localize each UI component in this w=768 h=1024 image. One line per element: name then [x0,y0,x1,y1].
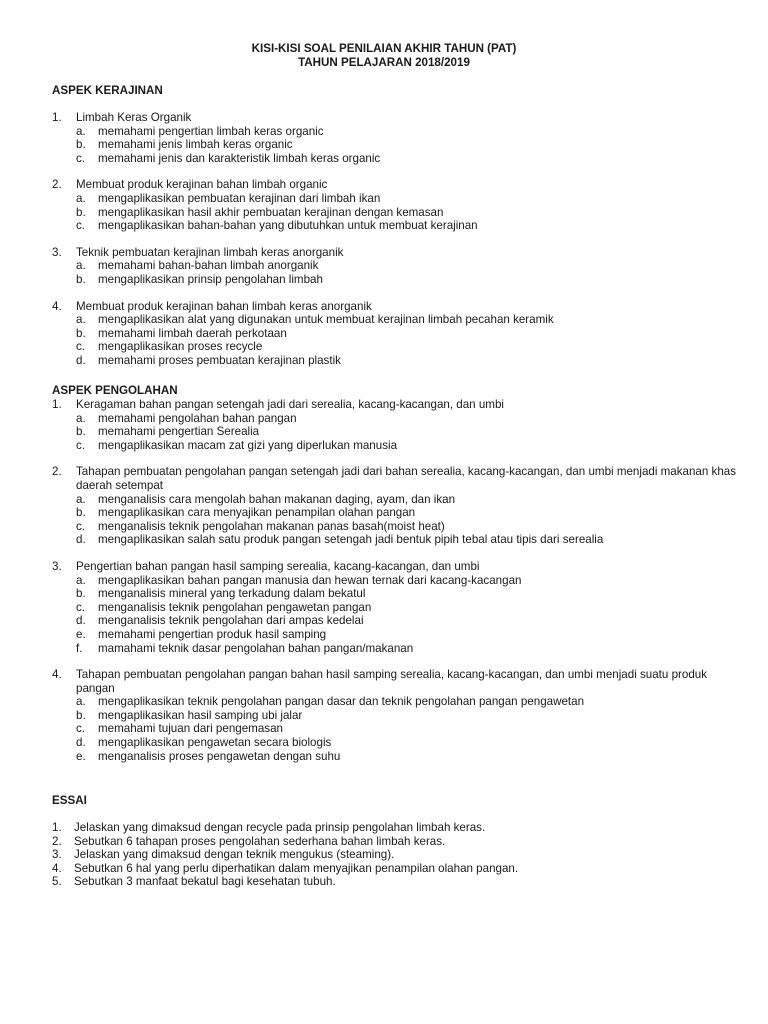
sub-item [52,138,742,152]
sub-item-text: memahami pengolahan bahan pangan [98,411,297,425]
item-text: Keragaman bahan pangan setengah jadi dari serealia, kacang-kacangan, dan umbi [76,398,504,411]
sub-item [52,192,742,206]
sub-item-text: memahami bahan-bahan limbah anorganik [98,259,319,273]
section-kerajinan [52,84,742,368]
section-heading: ESSAI [52,794,87,807]
sub-item-text: menganalisis proses pengawetan dengan suhu [98,749,341,763]
item-number: 2. [52,178,62,192]
essay-text: Sebutkan 6 tahapan proses pengolahan sederhana bahan limbah keras. [74,834,446,848]
section-heading: ASPEK PENGOLAHAN [52,384,178,397]
sub-item-text: memahami proses pembuatan kerajinan plastik [98,353,341,367]
sub-item [52,614,742,628]
sub-item-letter: b. [76,587,86,601]
list-item [52,300,742,368]
item-text: Limbah Keras Organik [76,111,192,124]
item-row [52,668,742,695]
section-pengolahan [52,384,742,763]
sub-item-text: menganalisis teknik pengolahan makanan panas basah(moist heat) [98,519,445,533]
sub-item [52,709,742,723]
list-item [52,246,742,287]
list-item [52,111,742,165]
item-number: 4. [52,668,62,682]
sub-item [52,259,742,273]
sub-item [52,340,742,354]
sub-item-text: mengaplikasikan macam zat gizi yang diperlukan manusia [98,438,398,452]
sub-item-letter: e. [76,627,86,641]
sub-item-letter: c. [76,219,86,233]
sub-item [52,506,742,520]
list-item [52,465,742,547]
list-item [52,560,742,655]
item-row [52,178,742,192]
essay-number: 3. [52,848,62,862]
sub-item-letter: d. [76,736,86,750]
item-text: Tahapan pembuatan pengolahan pangan bahan hasil samping serealia, kacang-kacangan, dan umbi menjadi suatu produk pangan [76,668,708,695]
sub-item-text: mengaplikasikan proses recycle [98,340,263,354]
sub-item-letter: b. [76,708,86,722]
sub-item-text: memahami tujuan dari pengemasan [98,722,283,736]
document-title [0,42,768,70]
sub-item-text: mengaplikasikan alat yang digunakan untuk membuat kerajinan limbah pecahan keramik [98,313,554,327]
sub-item [52,327,742,341]
sub-item [52,273,742,287]
sub-item [52,219,742,233]
sub-item-text: mengaplikasikan teknik pengolahan pangan dasar dan teknik pengolahan pangan pengawetan [98,695,585,709]
sub-item-letter: d. [76,614,86,628]
essay-number: 4. [52,861,62,875]
item-text: Membuat produk kerajinan bahan limbah organic [76,178,328,192]
sub-item-letter: b. [76,506,86,520]
sub-item-text: memahami pengertian limbah keras organic [98,124,324,138]
sub-item-text: mamahami teknik dasar pengolahan bahan pangan/makanan [98,641,414,655]
sub-item-text: memahami pengertian produk hasil samping [98,627,327,641]
sub-item-text: memahami jenis limbah keras organic [98,138,293,152]
sub-item [52,313,742,327]
sub-item [52,520,742,534]
essay-text: Jelaskan yang dimaksud dengan teknik mengukus (steaming). [74,848,395,862]
sub-item-letter: b. [76,425,86,439]
sub-item [52,574,742,588]
sub-item [52,425,742,439]
sub-item-letter: c. [76,722,86,736]
sub-item [52,601,742,615]
sub-item-text: mengaplikasikan hasil samping ubi jalar [98,708,303,722]
sub-item [52,695,742,709]
sub-item-text: mengaplikasikan pengawetan secara biologis [98,736,332,750]
sub-item-letter: a. [76,191,86,205]
sub-item-letter: f. [76,641,83,655]
item-number: 3. [52,245,62,259]
item-number: 2. [52,465,62,479]
sub-item [52,206,742,220]
item-row [52,465,742,492]
sub-item-text: memahami pengertian Serealia [98,425,260,439]
sub-item-text: mengaplikasikan prinsip pengolahan limbah [98,272,323,286]
essay-text: Jelaskan yang dimaksud dengan recycle pada prinsip pengolahan limbah keras. [74,821,486,834]
sub-item-text: mengaplikasikan pembuatan kerajinan dari limbah ikan [98,191,381,205]
section-essai [52,794,742,889]
sub-item-letter: c. [76,438,86,452]
sub-item [52,152,742,166]
sub-item-letter: b. [76,272,86,286]
title-line-1: KISI-KISI SOAL PENILAIAN AKHIR TAHUN (PAT) [251,42,517,55]
essay-item [52,862,742,876]
sub-item-text: menganalisis teknik pengolahan pengawetan pangan [98,600,372,614]
sub-item-letter: d. [76,533,86,547]
sub-item [52,628,742,642]
item-row [52,398,742,412]
item-number: 4. [52,299,62,313]
list-item [52,178,742,232]
sub-item [52,587,742,601]
sub-item-letter: b. [76,326,86,340]
sub-item-letter: a. [76,313,86,327]
essay-text: Sebutkan 6 hal yang perlu diperhatikan dalam menyajikan penampilan olahan pangan. [74,861,519,875]
sub-item-text: mengaplikasikan hasil akhir pembuatan kerajinan dengan kemasan [98,205,444,219]
sub-item [52,750,742,764]
item-number: 1. [52,111,62,124]
list-item [52,398,742,452]
item-row [52,111,742,125]
sub-item-text: menganalisis cara mengolah bahan makanan daging, ayam, dan ikan [98,492,456,506]
sub-item-text: memahami limbah daerah perkotaan [98,326,287,340]
list-item [52,668,742,763]
title-line-2: TAHUN PELAJARAN 2018/2019 [298,56,470,69]
essay-item [52,875,742,889]
sub-item-letter: a. [76,411,86,425]
sub-item-letter: c. [76,600,86,614]
sub-item-letter: b. [76,205,86,219]
sub-item-letter: c. [76,151,86,165]
essai-list [52,821,742,889]
sub-item-letter: c. [76,519,86,533]
sub-item [52,736,742,750]
pengolahan-list [52,398,742,763]
sub-item-text: mengaplikasikan cara menyajikan penampilan olahan pangan [98,506,416,520]
essay-number: 5. [52,875,62,889]
sub-item-letter: a. [76,573,86,587]
sub-item [52,125,742,139]
essay-item [52,848,742,862]
essay-number: 1. [52,821,62,834]
sub-item-text: mengaplikasikan salah satu produk pangan setengah jadi bentuk pipih tebal atau tipis dari serealia [98,533,604,547]
sub-item [52,642,742,656]
sub-item-letter: a. [76,259,86,273]
item-number: 1. [52,398,62,411]
sub-item [52,533,742,547]
sub-item-letter: b. [76,138,86,152]
essay-number: 2. [52,834,62,848]
section-heading: ASPEK KERAJINAN [52,84,163,97]
sub-item [52,412,742,426]
sub-item-letter: e. [76,749,86,763]
sub-item-letter: d. [76,353,86,367]
item-text: Tahapan pembuatan pengolahan pangan setengah jadi dari bahan serealia, kacang-kacangan, dan umbi menjadi makanan khas daerah setempat [76,465,737,492]
sub-item-letter: a. [76,492,86,506]
sub-item-text: mengaplikasikan bahan pangan manusia dan hewan ternak dari kacang-kacangan [98,573,522,587]
essay-item [52,835,742,849]
sub-item [52,493,742,507]
kerajinan-list [52,111,742,368]
item-row [52,560,742,574]
sub-item-text: mengaplikasikan bahan-bahan yang dibutuhkan untuk membuat kerajinan [98,219,478,233]
sub-item-text: memahami jenis dan karakteristik limbah keras organic [98,151,381,165]
sub-item-text: menganalisis teknik pengolahan dari ampas kedelai [98,614,364,628]
sub-item-letter: a. [76,695,86,709]
item-text: Teknik pembuatan kerajinan limbah keras anorganik [76,245,344,259]
item-text: Membuat produk kerajinan bahan limbah keras anorganik [76,299,372,313]
item-row [52,300,742,314]
sub-item [52,439,742,453]
item-number: 3. [52,559,62,573]
sub-item [52,354,742,368]
sub-item-text: menganalisis mineral yang terkadung dalam bekatul [98,587,366,601]
item-row [52,246,742,260]
sub-item [52,722,742,736]
item-text: Pengertian bahan pangan hasil samping serealia, kacang-kacangan, dan umbi [76,559,480,573]
sub-item-letter: a. [76,124,86,138]
sub-item-letter: c. [76,340,86,354]
essay-text: Sebutkan 3 manfaat bekatul bagi kesehatan tubuh. [74,875,336,889]
essay-item [52,821,742,835]
